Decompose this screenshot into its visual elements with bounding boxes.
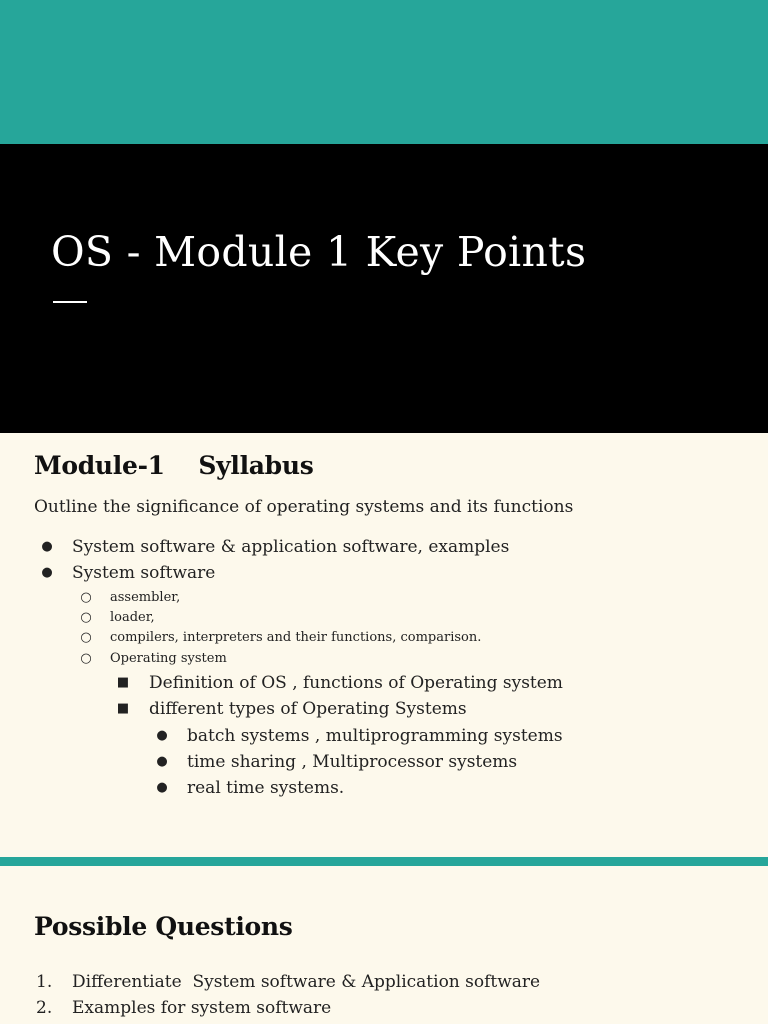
circle-bullet: ○ xyxy=(80,590,92,605)
question-number: 2. xyxy=(36,998,53,1018)
questions-slide xyxy=(0,866,768,1024)
list-item: batch systems , multiprogramming systems xyxy=(187,726,563,746)
circle-bullet: ○ xyxy=(80,610,92,625)
title-slide xyxy=(0,144,768,433)
question-number: 1. xyxy=(36,972,53,992)
list-item: compilers, interpreters and their functions, comparison. xyxy=(110,630,482,645)
questions-heading: Possible Questions xyxy=(34,912,293,941)
list-item: System software xyxy=(72,563,216,583)
disc-bullet: ● xyxy=(156,754,168,769)
disc-bullet: ● xyxy=(156,780,168,795)
syllabus-slide xyxy=(0,433,768,857)
syllabus-heading: Module-1 Syllabus xyxy=(34,451,314,480)
header-teal-band xyxy=(0,0,768,144)
disc-bullet: ● xyxy=(156,728,168,743)
list-item: different types of Operating Systems xyxy=(149,699,467,719)
circle-bullet: ○ xyxy=(80,630,92,645)
list-item: Operating system xyxy=(110,651,227,666)
list-item: real time systems. xyxy=(187,778,345,798)
list-item: loader, xyxy=(110,610,155,625)
question-text: Examples for system software xyxy=(72,998,332,1018)
circle-bullet: ○ xyxy=(80,651,92,666)
list-item: assembler, xyxy=(110,590,181,605)
square-bullet: ■ xyxy=(116,675,130,690)
disc-bullet: ● xyxy=(41,565,53,580)
title-underline xyxy=(53,301,87,303)
slide-title: OS - Module 1 Key Points xyxy=(51,228,587,276)
slide-divider xyxy=(0,857,768,866)
disc-bullet: ● xyxy=(41,539,53,554)
list-item: Definition of OS , functions of Operating system xyxy=(149,673,563,693)
list-item: time sharing , Multiprocessor systems xyxy=(187,752,518,772)
list-item: System software & application software, examples xyxy=(72,537,510,557)
syllabus-intro: Outline the significance of operating systems and its functions xyxy=(34,497,574,517)
question-text: Differentiate System software & Application software xyxy=(72,972,541,992)
square-bullet: ■ xyxy=(116,701,130,716)
